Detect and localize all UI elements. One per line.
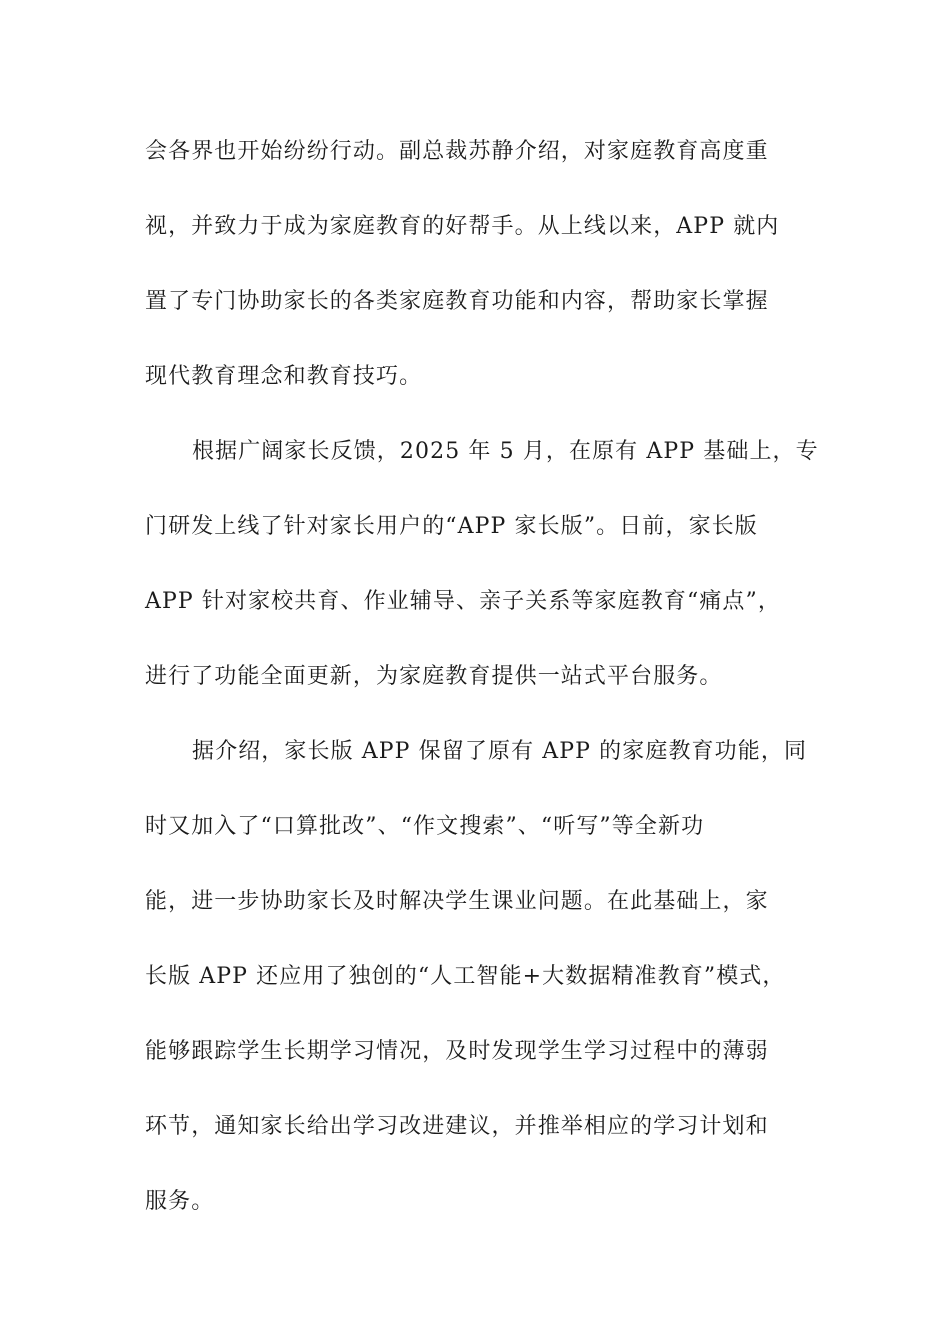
paragraph-2-line-3: APP 针对家校共育、作业辅导、亲子关系等家庭教育“痛点”， <box>145 589 781 614</box>
paragraph-3-line-5: 能够跟踪学生长期学习情况，及时发现学生学习过程中的薄弱 <box>145 1039 769 1064</box>
paragraph-1-line-3: 置了专门协助家长的各类家庭教育功能和内容，帮助家长掌握 <box>145 289 769 314</box>
paragraph-1-line-2: 视，并致力于成为家庭教育的好帮手。从上线以来，APP 就内 <box>145 214 780 239</box>
paragraph-3-line-6: 环节，通知家长给出学习改进建议，并推举相应的学习计划和 <box>145 1114 769 1139</box>
paragraph-3-line-2: 时又加入了“口算批改”、“作文搜索”、“听写”等全新功 <box>145 814 705 839</box>
paragraph-1-line-1: 会各界也开始纷纷行动。副总裁苏静介绍，对家庭教育高度重 <box>145 139 769 164</box>
paragraph-2-line-2: 门研发上线了针对家长用户的“APP 家长版”。日前，家长版 <box>145 514 758 539</box>
paragraph-1-line-4: 现代教育理念和教育技巧。 <box>145 364 423 389</box>
paragraph-3-line-4: 长版 APP 还应用了独创的“人工智能+大数据精准教育”模式， <box>145 964 786 989</box>
paragraph-3-line-3: 能，进一步协助家长及时解决学生课业问题。在此基础上，家 <box>145 889 769 914</box>
paragraph-3-line-7: 服务。 <box>145 1189 215 1214</box>
paragraph-2-line-1: 根据广阔家长反馈，2025 年 5 月，在原有 APP 基础上，专 <box>192 439 819 464</box>
paragraph-3-line-1: 据介绍，家长版 APP 保留了原有 APP 的家庭教育功能，同 <box>192 739 808 764</box>
paragraph-2-line-4: 进行了功能全面更新，为家庭教育提供一站式平台服务。 <box>145 664 723 689</box>
